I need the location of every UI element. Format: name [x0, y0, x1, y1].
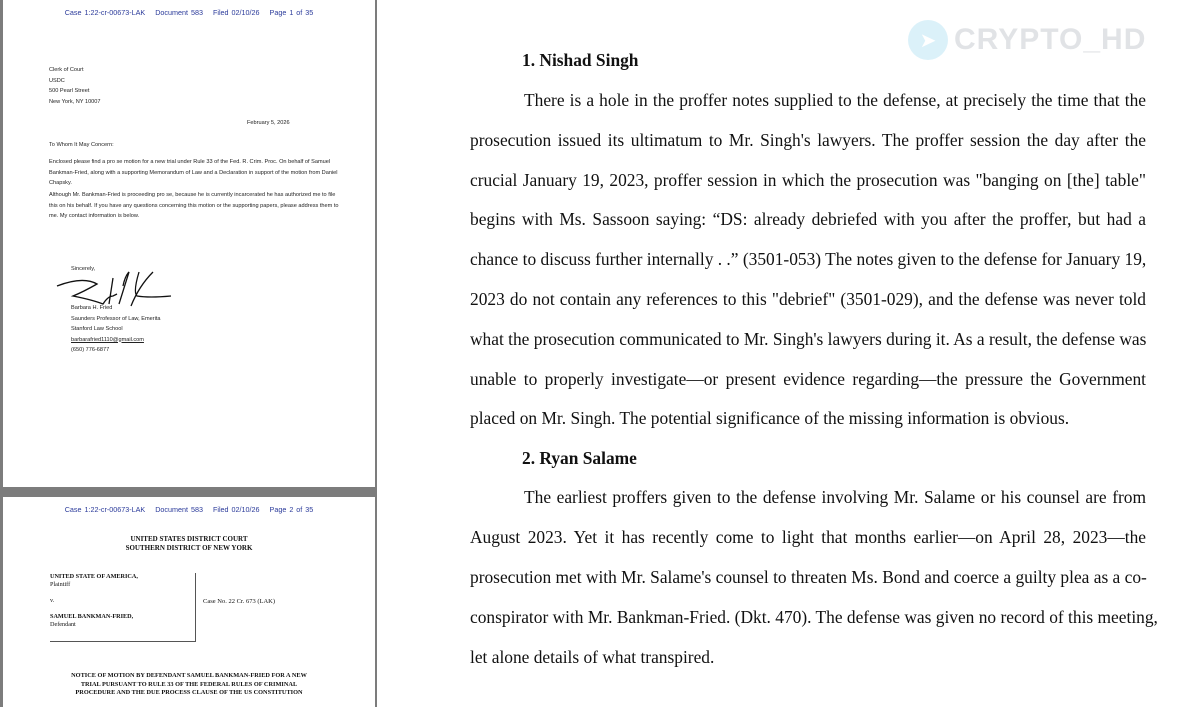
party-box [50, 573, 196, 642]
letter-date: February 5, 2026 [247, 120, 290, 126]
document-number: Document 583 [155, 505, 203, 514]
page-1-cover-letter [3, 0, 375, 487]
title-line: PROCEDURE AND THE DUE PROCESS CLAUSE OF THE US CONSTITUTION [75, 689, 303, 696]
title-line: TRIAL PURSUANT TO RULE 33 OF THE FEDERAL RULES OF CRIMINAL [80, 680, 298, 688]
page-header [3, 505, 375, 514]
signer-name: Barbara H. Fried [71, 305, 113, 311]
section-heading: 1. Nishad Singh [522, 50, 639, 70]
versus: v. [50, 597, 55, 604]
watermark [908, 20, 1146, 60]
letter-paragraph: Although Mr. Bankman-Fried is proceeding pro se, because he is currently incarcerated he has authorized me to file this on his behalf. If you have any questions concerning this motion or the supporting papers, please address them to me. My contact information is below. [49, 192, 339, 219]
paragraph-line: let alone details of what transpired. [470, 647, 715, 667]
signature-block [71, 303, 161, 356]
filed-date: Filed 02/10/26 [212, 8, 260, 17]
title-line: NOTICE OF MOTION BY DEFENDANT SAMUEL BANKMAN-FRIED FOR A NEW [71, 672, 307, 679]
paragraph-line: 2023 do not contain any references to this "debrief" (3501-029), and the defense was never told [470, 289, 1146, 309]
paragraph-line: begins with Ms. Sassoon saying: “DS: already debriefed with you after the proffer, but had a [470, 209, 1146, 230]
section-heading: 2. Ryan Salame [522, 448, 637, 468]
court-district: SOUTHERN DISTRICT OF NEW YORK [125, 544, 253, 552]
paragraph-line: prosecution met with Mr. Salame's counsel to threaten Ms. Bond and coerce a guilty plea as a co- [470, 567, 1147, 587]
paragraph-line: what the prosecution communicated to Mr. Singh's lawyers during it. As a result, the defense was [470, 328, 1147, 349]
signer-institution: Stanford Law School [71, 326, 123, 332]
plaintiff-role: Plaintiff [50, 581, 71, 588]
phone: (650) 776-6877 [71, 347, 110, 353]
address-line: 500 Pearl Street [49, 88, 90, 94]
court-name: UNITED STATES DISTRICT COURT [130, 535, 248, 543]
signer-title: Saunders Professor of Law, Emerita [71, 315, 161, 322]
plaintiff: UNITED STATE OF AMERICA, [50, 573, 138, 580]
paragraph-line: prosecution issued its ultimatum to Mr. Singh's lawyers. The proffer session the day after the [470, 129, 1146, 150]
case-number: Case 1:22-cr-00673-LAK [64, 505, 146, 514]
paragraph-line: There is a hole in the proffer notes supplied to the defense, at precisely the time that the [524, 90, 1146, 110]
paragraph-line: August 2023. Yet it has recently come to light that months earlier—on April 28, 2023—the [470, 527, 1146, 547]
page-number: Page 1 of 35 [269, 8, 314, 17]
paragraph-line: chance to discuss further internally . .” (3501-053) The notes given to the defense for January 19, [470, 249, 1147, 270]
paragraph-line: The earliest proffers given to the defense involving Mr. Salame or his counsel are from [524, 487, 1146, 507]
address-block [49, 65, 101, 107]
document-thumbnails [0, 0, 377, 707]
telegram-icon: ➤ [908, 20, 948, 60]
page-2-notice-of-motion [3, 497, 375, 707]
closing: Sincerely, [71, 266, 96, 272]
paragraph-line: unable to properly investigate—or present evidence regarding—the pressure the Government [470, 368, 1146, 389]
case-no: Case No. 22 Cr. 673 (LAK) [203, 598, 276, 605]
page-number: Page 2 of 35 [269, 505, 314, 514]
document-number: Document 583 [155, 8, 203, 17]
watermark-text: CRYPTO_HD [954, 23, 1147, 56]
address-line: Clerk of Court [49, 67, 84, 73]
motion-title [3, 672, 375, 698]
letter-paragraph: Enclosed please find a pro se motion for a new trial under Rule 33 of the Fed. R. Crim. Proc. On behalf of Samuel Bankman-Fried, along with a supporting Memorandum of Law and a Declaration in support of the motion from Daniel Chapsky. [49, 159, 338, 186]
court-caption [3, 535, 375, 553]
paragraph-line: crucial January 19, 2023, proffer session in which the prosecution was "banging on [the] table" [470, 169, 1146, 190]
email-link[interactable]: barbarafried1110@gmail.com [71, 336, 144, 343]
defendant: SAMUEL BANKMAN-FRIED, [50, 613, 134, 620]
case-number: Case 1:22-cr-00673-LAK [64, 8, 146, 17]
paragraph-line: conspirator with Mr. Bankman-Fried. (Dkt. 470). The defense was given no record of this meeting, [470, 607, 1158, 627]
address-line: USDC [49, 77, 65, 84]
address-line: New York, NY 10007 [49, 98, 101, 105]
page-header [3, 8, 375, 17]
salutation: To Whom It May Concern: [49, 142, 114, 148]
filed-date: Filed 02/10/26 [212, 505, 260, 514]
defendant-role: Defendant [50, 621, 76, 628]
paragraph-line: placed on Mr. Singh. The potential significance of the missing information is obvious. [470, 408, 1070, 429]
